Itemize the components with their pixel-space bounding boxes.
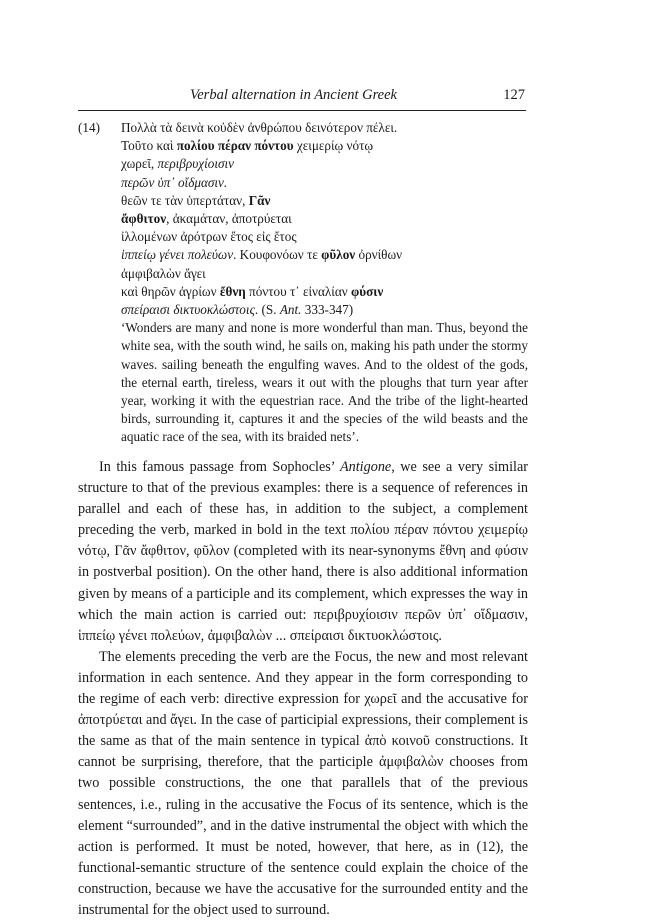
greek-line-5	[121, 192, 528, 210]
example-14	[78, 119, 528, 447]
paragraph-1	[78, 457, 528, 647]
running-title: Verbal alternation in Ancient Greek	[190, 87, 397, 103]
greek-text: χωρεῖ,	[121, 156, 158, 172]
greek-text: ἀμφιβαλὼν ἄγει	[121, 265, 206, 281]
greek-line-3	[121, 155, 528, 173]
citation-text: . (S.	[254, 302, 280, 318]
paragraph-text: In this famous passage from Sophocles’	[99, 459, 340, 475]
greek-text: . Κουφονόων τε	[233, 247, 322, 263]
greek-line-11	[121, 301, 528, 319]
greek-line-9	[121, 265, 528, 283]
page-number: 127	[503, 87, 525, 103]
citation-text: 333-347)	[301, 302, 354, 318]
greek-bold-text: ἔθνη	[219, 283, 246, 299]
running-header	[78, 87, 525, 109]
greek-line-6	[121, 210, 528, 228]
example-number: (14)	[78, 120, 100, 135]
greek-line-4	[121, 174, 528, 192]
greek-bold-text: ἄφθιτον	[121, 211, 167, 227]
greek-text: χειμερίῳ νότῳ	[293, 138, 374, 154]
greek-italic-text: ἱππείῳ γένει πολεύων	[121, 247, 234, 263]
english-translation: ‘Wonders are many and none is more wonderful than man. Thus, beyond the white sea, with the south wind, he sails on, making his path under the stormy waves. sailing beneath the engulfing waves. And to the oldest of the gods, the eternal earth, tireless, wears it out with the ploughs that turn year after year, working it with the equestrian race. And the tribe of the light-hearted birds, surrounding it, captures it and the species of the wild beasts and the aquatic race of the sea, with its braided nets’.	[121, 320, 528, 445]
paragraph-2: The elements preceding the verb are the Focus, the new and most relevant information in each sentence. And they appear in the form corresponding to the regime of each verb: directive expression for χωρεῖ and the accusative for ἀποτρύεται and ἄγει. In the case of participial expressions, their complement is the same as that of the main sentence in typical ἀπὸ κοινοῦ constructions. It cannot be surprising, therefore, that the participle ἀμφιβαλὼν chooses from two possible constructions, the one that parallels that of the previous sentences, i.e., ruling in the accusative the Focus of its sentence, which is the element “surrounded”, and in the dative instrumental the object with which the action is performed. It must be noted, however, that here, as in (12), the functional-semantic structure of the sentence could explain the choice of the construction, because we have the accusative for the surrounded entity and the instrumental for the object used to surround.	[78, 648, 528, 918]
greek-line-8	[121, 246, 528, 264]
work-title: Antigone	[339, 459, 392, 475]
greek-text: καὶ θηρῶν ἀγρίων	[121, 283, 220, 299]
greek-bold-text: πολίου πέραν πόντου	[176, 138, 294, 154]
greek-line-1	[121, 119, 528, 137]
greek-text: Τοῦτο καὶ	[121, 138, 177, 154]
greek-line-10	[121, 283, 528, 301]
greek-bold-text: Γᾶν	[248, 192, 271, 208]
greek-line-2	[121, 137, 528, 155]
greek-text: θεῶν τε τὰν ὑπερτάταν,	[121, 192, 249, 208]
citation-title: Ant.	[279, 302, 302, 318]
greek-italic-text: σπείραισι δικτυοκλώστοις	[121, 302, 255, 318]
greek-italic-text: περιβρυχίοισιν	[157, 156, 235, 172]
greek-text: Πολλὰ τὰ δεινὰ κοὐδὲν ἀνθρώπου δεινότερον πέλει.	[121, 120, 398, 135]
greek-line-7	[121, 228, 528, 246]
greek-text: ὀρνίθων	[355, 247, 403, 263]
greek-bold-text: φύσιν	[351, 283, 384, 299]
example-body	[121, 119, 528, 447]
body-text	[78, 457, 528, 921]
greek-text: πόντου τ᾽ εἰναλίαν	[245, 283, 352, 299]
greek-bold-text: φῦλον	[321, 247, 356, 263]
greek-italic-text: περῶν ὑπ᾽ οἴδμασιν.	[121, 174, 228, 190]
paragraph-text: , we see a very similar structure to that of the previous examples: there is a sequence of references in parallel and each of these has, in addition to the subject, a complement preceding the verb, marked in bold in the text πολίου πέραν πόντου χειμερίῳ νότῳ, Γᾶν ἄφθιτον, φῦλον (completed with its near-synonyms ἔθνη and φύσιν in postverbal position). On the other hand, there is also additional information given by means of a participle and its complement, which expresses the way in which the main action is carried out: περιβρυχίοισιν περῶν ὑπ᾽ οἴδμασιν, ἱππείῳ γένει πολεύων, ἀμφιβαλὼν ... σπείραισι δικτυοκλώστοις.	[78, 459, 528, 644]
header-rule	[78, 110, 526, 111]
greek-text: , ἀκαμάταν, ἀποτρύεται	[166, 211, 292, 227]
greek-text: ἰλλομένων ἀρότρων ἔτος εἰς ἔτος	[121, 229, 297, 245]
